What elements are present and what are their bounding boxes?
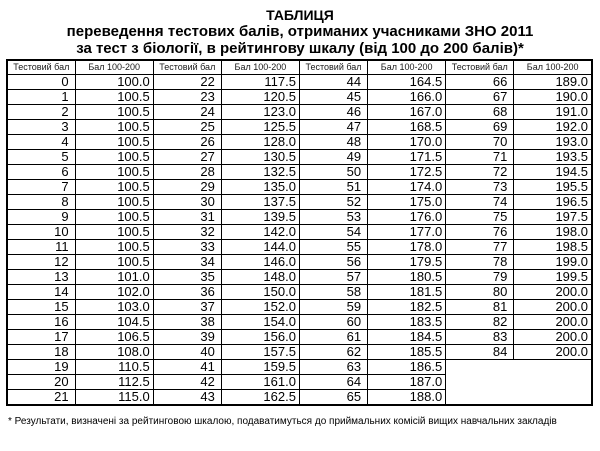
rating-score-cell: 104.5 (75, 314, 153, 329)
col-header-test-score: Тестовий бал (7, 60, 75, 74)
rating-score-cell: 187.0 (368, 374, 446, 389)
rating-score-cell: 108.0 (75, 344, 153, 359)
rating-score-cell: 100.5 (75, 149, 153, 164)
test-score-cell: 2 (7, 104, 75, 119)
col-header-test-score: Тестовий бал (153, 60, 221, 74)
test-score-cell: 5 (7, 149, 75, 164)
table-header-row (7, 60, 592, 74)
test-score-cell: 82 (446, 314, 514, 329)
table-row (7, 164, 592, 179)
rating-score-cell: 100.0 (75, 74, 153, 89)
rating-score-cell: 193.5 (514, 149, 592, 164)
col-header-rating-score: Бал 100-200 (75, 60, 153, 74)
test-score-cell: 33 (153, 239, 221, 254)
rating-score-cell: 199.0 (514, 254, 592, 269)
document-title: ТАБЛИЦЯ (266, 7, 334, 23)
table-row (7, 269, 592, 284)
rating-score-cell: 159.5 (221, 359, 299, 374)
rating-score-cell: 162.5 (221, 389, 299, 405)
test-score-cell: 63 (299, 359, 367, 374)
rating-score-cell: 180.5 (368, 269, 446, 284)
test-score-cell: 24 (153, 104, 221, 119)
rating-score-cell: 176.0 (368, 209, 446, 224)
rating-score-cell: 191.0 (514, 104, 592, 119)
rating-score-cell: 172.5 (368, 164, 446, 179)
test-score-cell: 38 (153, 314, 221, 329)
rating-score-cell: 106.5 (75, 329, 153, 344)
test-score-cell: 17 (7, 329, 75, 344)
table-row (7, 179, 592, 194)
test-score-cell: 36 (153, 284, 221, 299)
test-score-cell: 9 (7, 209, 75, 224)
table-row (7, 329, 592, 344)
rating-score-cell: 200.0 (514, 314, 592, 329)
rating-score-cell: 130.5 (221, 149, 299, 164)
test-score-cell: 14 (7, 284, 75, 299)
col-header-rating-score: Бал 100-200 (514, 60, 592, 74)
table-row (7, 119, 592, 134)
rating-score-cell: 199.5 (514, 269, 592, 284)
test-score-cell: 20 (7, 374, 75, 389)
rating-score-cell: 123.0 (221, 104, 299, 119)
test-score-cell: 10 (7, 224, 75, 239)
rating-score-cell: 177.0 (368, 224, 446, 239)
empty-cell (446, 359, 592, 405)
test-score-cell: 75 (446, 209, 514, 224)
table-row (7, 299, 592, 314)
test-score-cell: 55 (299, 239, 367, 254)
test-score-cell: 79 (446, 269, 514, 284)
test-score-cell: 27 (153, 149, 221, 164)
rating-score-cell: 178.0 (368, 239, 446, 254)
table-row (7, 344, 592, 359)
test-score-cell: 13 (7, 269, 75, 284)
rating-score-cell: 100.5 (75, 164, 153, 179)
rating-score-cell: 135.0 (221, 179, 299, 194)
rating-score-cell: 200.0 (514, 329, 592, 344)
rating-score-cell: 194.5 (514, 164, 592, 179)
rating-score-cell: 179.5 (368, 254, 446, 269)
test-score-cell: 56 (299, 254, 367, 269)
rating-score-cell: 100.5 (75, 89, 153, 104)
rating-score-cell: 154.0 (221, 314, 299, 329)
rating-score-cell: 112.5 (75, 374, 153, 389)
test-score-cell: 42 (153, 374, 221, 389)
test-score-cell: 74 (446, 194, 514, 209)
test-score-cell: 40 (153, 344, 221, 359)
table-row (7, 359, 592, 374)
rating-score-cell: 166.0 (368, 89, 446, 104)
rating-score-cell: 196.5 (514, 194, 592, 209)
rating-score-cell: 117.5 (221, 74, 299, 89)
rating-score-cell: 167.0 (368, 104, 446, 119)
test-score-cell: 6 (7, 164, 75, 179)
table-row (7, 89, 592, 104)
test-score-cell: 67 (446, 89, 514, 104)
test-score-cell: 26 (153, 134, 221, 149)
rating-score-cell: 144.0 (221, 239, 299, 254)
rating-score-cell: 200.0 (514, 284, 592, 299)
rating-score-cell: 174.0 (368, 179, 446, 194)
test-score-cell: 22 (153, 74, 221, 89)
rating-score-cell: 101.0 (75, 269, 153, 284)
rating-score-cell: 156.0 (221, 329, 299, 344)
test-score-cell: 57 (299, 269, 367, 284)
test-score-cell: 51 (299, 179, 367, 194)
col-header-test-score: Тестовий бал (446, 60, 514, 74)
test-score-cell: 45 (299, 89, 367, 104)
rating-score-cell: 195.5 (514, 179, 592, 194)
rating-score-cell: 183.5 (368, 314, 446, 329)
rating-score-cell: 171.5 (368, 149, 446, 164)
rating-score-cell: 152.0 (221, 299, 299, 314)
rating-score-cell: 175.0 (368, 194, 446, 209)
test-score-cell: 30 (153, 194, 221, 209)
rating-score-cell: 102.0 (75, 284, 153, 299)
table-row (7, 104, 592, 119)
table-row (7, 314, 592, 329)
rating-score-cell: 198.5 (514, 239, 592, 254)
rating-score-cell: 181.5 (368, 284, 446, 299)
test-score-cell: 16 (7, 314, 75, 329)
test-score-cell: 83 (446, 329, 514, 344)
test-score-cell: 68 (446, 104, 514, 119)
test-score-cell: 58 (299, 284, 367, 299)
rating-score-cell: 168.5 (368, 119, 446, 134)
test-score-cell: 72 (446, 164, 514, 179)
rating-score-cell: 193.0 (514, 134, 592, 149)
rating-score-cell: 170.0 (368, 134, 446, 149)
rating-score-cell: 146.0 (221, 254, 299, 269)
test-score-cell: 59 (299, 299, 367, 314)
rating-score-cell: 185.5 (368, 344, 446, 359)
rating-score-cell: 128.0 (221, 134, 299, 149)
test-score-cell: 50 (299, 164, 367, 179)
rating-score-cell: 100.5 (75, 134, 153, 149)
test-score-cell: 19 (7, 359, 75, 374)
test-score-cell: 53 (299, 209, 367, 224)
table-row (7, 134, 592, 149)
test-score-cell: 31 (153, 209, 221, 224)
test-score-cell: 60 (299, 314, 367, 329)
rating-score-cell: 100.5 (75, 194, 153, 209)
rating-score-cell: 150.0 (221, 284, 299, 299)
test-score-cell: 69 (446, 119, 514, 134)
rating-score-cell: 100.5 (75, 179, 153, 194)
test-score-cell: 71 (446, 149, 514, 164)
rating-score-cell: 200.0 (514, 344, 592, 359)
rating-score-cell: 184.5 (368, 329, 446, 344)
table-row (7, 224, 592, 239)
test-score-cell: 84 (446, 344, 514, 359)
rating-score-cell: 115.0 (75, 389, 153, 405)
test-score-cell: 43 (153, 389, 221, 405)
test-score-cell: 3 (7, 119, 75, 134)
test-score-cell: 21 (7, 389, 75, 405)
rating-score-cell: 186.5 (368, 359, 446, 374)
table-row (7, 194, 592, 209)
document-subtitle-line1: переведення тестових балів, отриманих учасниками ЗНО 2011 (66, 23, 534, 40)
test-score-cell: 0 (7, 74, 75, 89)
test-score-cell: 62 (299, 344, 367, 359)
rating-score-cell: 100.5 (75, 209, 153, 224)
test-score-cell: 66 (446, 74, 514, 89)
rating-score-cell: 200.0 (514, 299, 592, 314)
rating-score-cell: 100.5 (75, 239, 153, 254)
test-score-cell: 35 (153, 269, 221, 284)
col-header-rating-score: Бал 100-200 (368, 60, 446, 74)
rating-score-cell: 182.5 (368, 299, 446, 314)
test-score-cell: 65 (299, 389, 367, 405)
test-score-cell: 64 (299, 374, 367, 389)
rating-score-cell: 188.0 (368, 389, 446, 405)
test-score-cell: 61 (299, 329, 367, 344)
test-score-cell: 8 (7, 194, 75, 209)
rating-score-cell: 148.0 (221, 269, 299, 284)
test-score-cell: 29 (153, 179, 221, 194)
test-score-cell: 52 (299, 194, 367, 209)
test-score-cell: 12 (7, 254, 75, 269)
rating-score-cell: 120.5 (221, 89, 299, 104)
table-row (7, 209, 592, 224)
test-score-cell: 48 (299, 134, 367, 149)
rating-score-cell: 164.5 (368, 74, 446, 89)
score-conversion-table (6, 59, 593, 406)
table-row (7, 254, 592, 269)
table-row (7, 239, 592, 254)
test-score-cell: 78 (446, 254, 514, 269)
rating-score-cell: 157.5 (221, 344, 299, 359)
rating-score-cell: 100.5 (75, 254, 153, 269)
table-row (7, 284, 592, 299)
test-score-cell: 28 (153, 164, 221, 179)
rating-score-cell: 198.0 (514, 224, 592, 239)
rating-score-cell: 132.5 (221, 164, 299, 179)
test-score-cell: 23 (153, 89, 221, 104)
test-score-cell: 47 (299, 119, 367, 134)
rating-score-cell: 190.0 (514, 89, 592, 104)
test-score-cell: 73 (446, 179, 514, 194)
test-score-cell: 49 (299, 149, 367, 164)
rating-score-cell: 161.0 (221, 374, 299, 389)
rating-score-cell: 137.5 (221, 194, 299, 209)
test-score-cell: 41 (153, 359, 221, 374)
col-header-rating-score: Бал 100-200 (221, 60, 299, 74)
test-score-cell: 37 (153, 299, 221, 314)
test-score-cell: 25 (153, 119, 221, 134)
rating-score-cell: 189.0 (514, 74, 592, 89)
rating-score-cell: 197.5 (514, 209, 592, 224)
test-score-cell: 70 (446, 134, 514, 149)
rating-score-cell: 192.0 (514, 119, 592, 134)
test-score-cell: 34 (153, 254, 221, 269)
test-score-cell: 15 (7, 299, 75, 314)
test-score-cell: 7 (7, 179, 75, 194)
rating-score-cell: 125.5 (221, 119, 299, 134)
test-score-cell: 1 (7, 89, 75, 104)
rating-score-cell: 103.0 (75, 299, 153, 314)
test-score-cell: 81 (446, 299, 514, 314)
col-header-test-score: Тестовий бал (299, 60, 367, 74)
rating-score-cell: 100.5 (75, 119, 153, 134)
rating-score-cell: 100.5 (75, 104, 153, 119)
test-score-cell: 18 (7, 344, 75, 359)
test-score-cell: 77 (446, 239, 514, 254)
test-score-cell: 39 (153, 329, 221, 344)
table-row (7, 149, 592, 164)
rating-score-cell: 110.5 (75, 359, 153, 374)
rating-score-cell: 139.5 (221, 209, 299, 224)
test-score-cell: 11 (7, 239, 75, 254)
test-score-cell: 4 (7, 134, 75, 149)
test-score-cell: 76 (446, 224, 514, 239)
footnote: * Результати, визначені за рейтинговою шкалою, подаватимуться до приймальних комісій вищих навчальних закладів (8, 415, 557, 427)
rating-score-cell: 100.5 (75, 224, 153, 239)
document-subtitle-line2: за тест з біології, в рейтингову шкалу (від 100 до 200 балів)* (76, 40, 524, 57)
test-score-cell: 46 (299, 104, 367, 119)
test-score-cell: 54 (299, 224, 367, 239)
test-score-cell: 80 (446, 284, 514, 299)
test-score-cell: 44 (299, 74, 367, 89)
table-row (7, 74, 592, 89)
test-score-cell: 32 (153, 224, 221, 239)
rating-score-cell: 142.0 (221, 224, 299, 239)
